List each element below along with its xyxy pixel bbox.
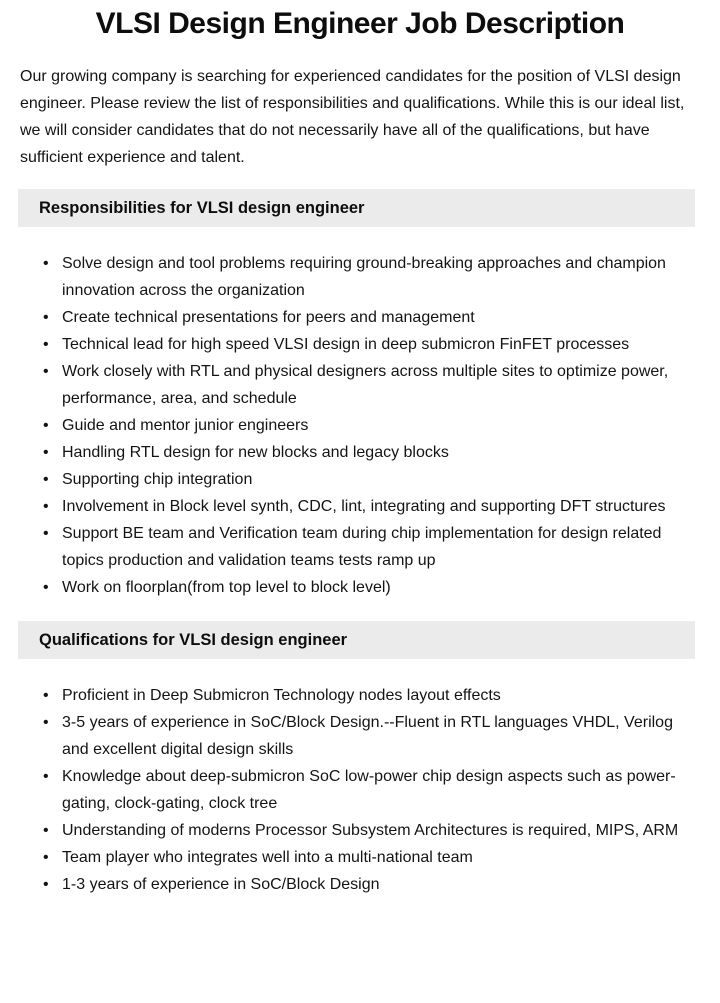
section-header-bar bbox=[18, 621, 695, 659]
qualifications-list bbox=[0, 682, 720, 898]
list-item: • Work on floorplan(from top level to block level) bbox=[62, 574, 695, 601]
list-item: • Team player who integrates well into a multi-national team bbox=[62, 844, 695, 871]
list-item: • 3-5 years of experience in SoC/Block Design.--Fluent in RTL languages VHDL, Verilog and excellent digital design skills bbox=[62, 709, 695, 763]
job-description-page bbox=[0, 6, 720, 1003]
list-item: • Create technical presentations for peers and management bbox=[62, 304, 695, 331]
section-heading: Qualifications for VLSI design engineer bbox=[39, 630, 348, 649]
list-item: • Knowledge about deep-submicron SoC low-power chip design aspects such as power-gating, clock-gating, clock tree bbox=[62, 763, 695, 817]
section-responsibilities bbox=[0, 189, 720, 601]
responsibilities-list bbox=[0, 250, 720, 601]
list-item: • Proficient in Deep Submicron Technology nodes layout effects bbox=[62, 682, 695, 709]
list-item: • 1-3 years of experience in SoC/Block Design bbox=[62, 871, 695, 898]
list-item: • Handling RTL design for new blocks and legacy blocks bbox=[62, 439, 695, 466]
list-item: • Support BE team and Verification team during chip implementation for design related topics production and validation teams tests ramp up bbox=[62, 520, 695, 574]
list-item: • Guide and mentor junior engineers bbox=[62, 412, 695, 439]
list-item: • Understanding of moderns Processor Subsystem Architectures is required, MIPS, ARM bbox=[62, 817, 695, 844]
list-item: • Solve design and tool problems requiring ground-breaking approaches and champion innovation across the organization bbox=[62, 250, 695, 304]
list-item: • Work closely with RTL and physical designers across multiple sites to optimize power, performance, area, and schedule bbox=[62, 358, 695, 412]
section-header-bar bbox=[18, 189, 695, 227]
section-heading: Responsibilities for VLSI design engineer bbox=[39, 198, 365, 217]
list-item: • Supporting chip integration bbox=[62, 466, 695, 493]
page-title: VLSI Design Engineer Job Description bbox=[95, 7, 625, 40]
list-item: • Involvement in Block level synth, CDC, lint, integrating and supporting DFT structures bbox=[62, 493, 695, 520]
section-qualifications bbox=[0, 621, 720, 898]
intro-paragraph: Our growing company is searching for experienced candidates for the position of VLSI design engineer. Please review the list of responsibilities and qualifications. While this is our ideal list, we will consider candidates that do not necessarily have all of the qualifications, but have sufficient experience and talent. bbox=[20, 68, 685, 166]
list-item: • Technical lead for high speed VLSI design in deep submicron FinFET processes bbox=[62, 331, 695, 358]
